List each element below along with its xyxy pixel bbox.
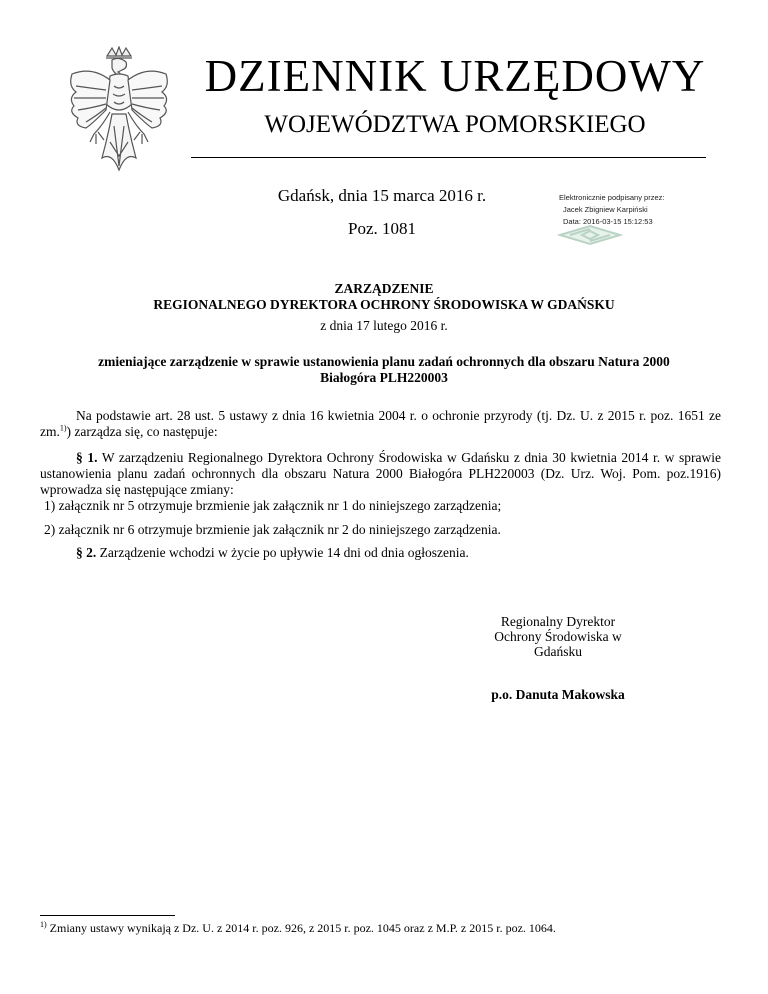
signer-title: [440, 614, 676, 659]
amendment-item-2: 2) załącznik nr 6 otrzymuje brzmienie jak załącznik nr 2 do niniejszego zarządzenia.: [44, 522, 501, 537]
document-subject-line-2: Białogóra PLH220003: [320, 370, 448, 385]
signer-title-line-3: Gdańsku: [534, 644, 582, 659]
section-2-paragraph: [40, 545, 721, 561]
journal-title: DZIENNIK URZĘDOWY: [204, 51, 706, 101]
white-eagle-emblem-icon: [62, 46, 176, 174]
e-signature-logo-icon: [556, 224, 624, 246]
document-subject: [40, 354, 728, 386]
amendment-item-1: 1) załącznik nr 5 otrzymuje brzmienie jak załącznik nr 1 do niniejszego zarządzenia;: [44, 498, 502, 513]
document-subject-line-1: zmieniające zarządzenie w sprawie ustanowienia planu zadań ochronnych dla obszaru Natura 2000: [98, 354, 670, 369]
footnote-marker: 1): [40, 920, 47, 929]
document-type-line-1: ZARZĄDZENIE: [334, 281, 434, 296]
section-2-text: Zarządzenie wchodzi w życie po upływie 14 dni od dnia ogłoszenia.: [99, 545, 469, 560]
document-type: [40, 281, 728, 313]
electronic-signature-stamp: [559, 192, 739, 228]
footnote-text: Zmiany ustawy wynikają z Dz. U. z 2014 r. poz. 926, z 2015 r. poz. 1045 oraz z M.P. z 2015 r. poz. 1064.: [49, 921, 556, 935]
document-type-line-2: REGIONALNEGO DYREKTORA OCHRONY ŚRODOWISKA W GDAŃSKU: [153, 297, 615, 312]
signer-title-line-2: Ochrony Środowiska w: [494, 629, 622, 644]
legal-basis-text: Na podstawie art. 28 ust. 5 ustawy z dnia 16 kwietnia 2004 r. o ochronie przyrody (tj. Dz. U. z 2015 r. poz. 1651 ze zm.: [40, 408, 721, 439]
publication-position: Poz. 1081: [348, 219, 416, 238]
section-1-text: W zarządzeniu Regionalnego Dyrektora Ochrony Środowiska w Gdańsku z dnia 30 kwietnia 2014 r. w sprawie ustanowienia planu zadań ochronnych dla obszaru Natura 2000 Białogóra PLH220003 (Dz. Urz. Woj. Pom. poz.1916) wprowadza się następujące zmiany:: [40, 450, 722, 497]
footnote: [40, 921, 730, 936]
signer-title-line-1: Regionalny Dyrektor: [500, 614, 616, 629]
signature-line-3: Data: 2016-03-15 15:12:53: [563, 217, 653, 226]
header-divider: [191, 157, 706, 158]
section-1-paragraph: [40, 450, 721, 498]
footnote-reference: 1): [59, 423, 67, 433]
document-date: z dnia 17 lutego 2016 r.: [320, 318, 448, 333]
footnote-divider: [40, 915, 175, 916]
section-1-label: § 1.: [76, 450, 98, 465]
journal-subtitle: WOJEWÓDZTWA POMORSKIEGO: [264, 111, 646, 138]
signature-line-2: Jacek Zbigniew Karpiński: [563, 205, 648, 214]
signature-line-1: Elektronicznie podpisany przez:: [559, 193, 665, 202]
legal-basis-text-end: ) zarządza się, co następuje:: [66, 424, 218, 439]
signer-name: p.o. Danuta Makowska: [491, 687, 625, 702]
section-2-label: § 2.: [76, 545, 97, 560]
publication-place-date: Gdańsk, dnia 15 marca 2016 r.: [277, 186, 487, 205]
legal-basis-paragraph: [40, 408, 721, 440]
